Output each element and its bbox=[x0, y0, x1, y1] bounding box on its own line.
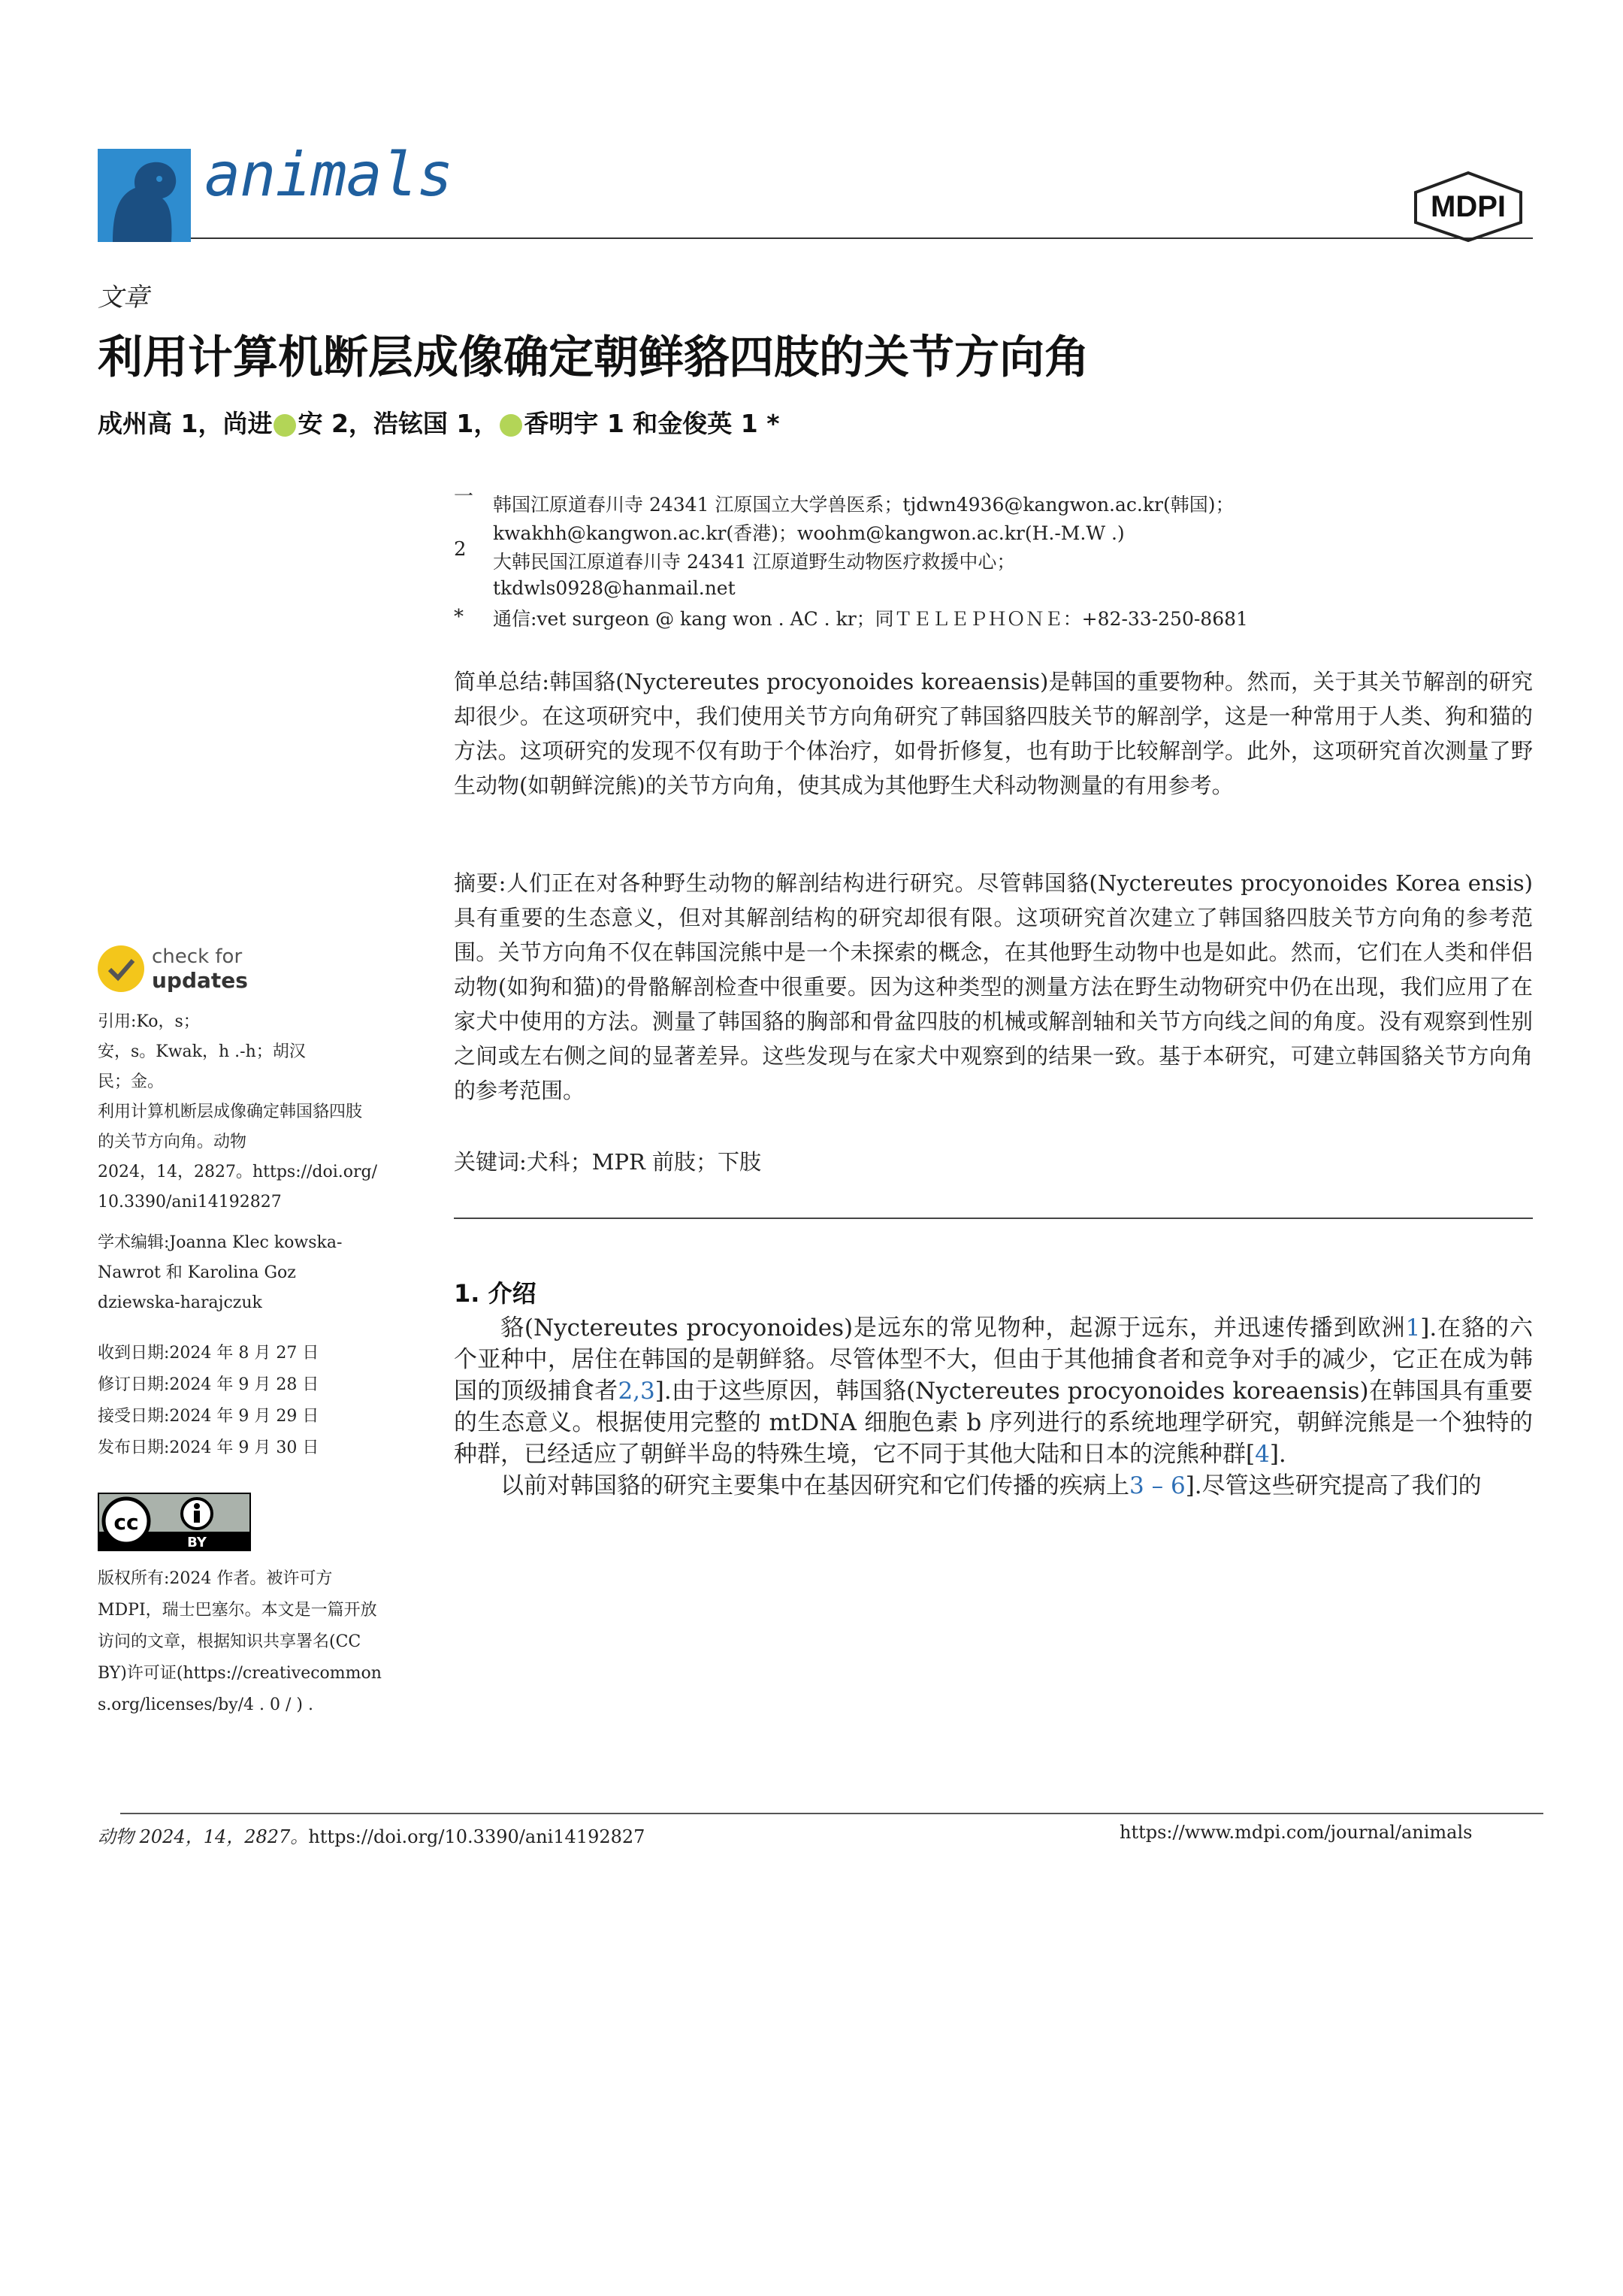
author-2-rest[interactable]: 安 2，浩铉国 1， bbox=[298, 409, 499, 438]
date-published: 发布日期:2024 年 9 月 30 日 bbox=[98, 1438, 319, 1457]
section-divider bbox=[454, 1218, 1533, 1219]
text-run: 以前对韩国貉的研究主要集中在基因研究和它们传播的疾病上 bbox=[500, 1472, 1129, 1499]
checkmark-icon bbox=[98, 945, 144, 992]
abstract: 摘要:人们正在对各种野生动物的解剖结构进行研究。尽管韩国貉(Nyctereutes procyonoides Korea ensis)具有重要的生态意义，但对其解剖结构的研究却很有限。这项研究首次建立了韩国貉四肢关节方向角的参考范围。关节方向角不仅在韩国浣熊中是一个未探索的概念，在其他野生动物中也是如此。然而，它们在人类和伴侣动物(如狗和猫)的骨骼解剖检查中很重要。因为这种类型的测量方法在野生动物研究中仍在出现，我们应用了在家犬中使用的方法。测量了韩国貉的胸部和骨盆四肢的机械或解剖轴和关节方向线之间的角度。没有观察到性别之间或左右侧之间的显著差异。这些发现与在家犬中观察到的结果一致。基于本研究，可建立韩国貉关节方向角的参考范围。 bbox=[454, 870, 1533, 1103]
license-line[interactable]: s.org/licenses/by/4 . 0 / ) . bbox=[98, 1696, 313, 1714]
text-run: 貉(Nyctereutes procyonoides)是远东的常见物种，起源于远东，并迅速传播到欧洲 bbox=[500, 1314, 1406, 1342]
intro-paragraph-1 bbox=[454, 1312, 1533, 1470]
citation-line: 民；金。 bbox=[98, 1072, 165, 1091]
affiliation-1-line-2: kwakhh@kangwon.ac.kr(香港)；woohm@kangwon.ac.kr(H.-M.W .) bbox=[493, 522, 1125, 544]
orcid-icon[interactable] bbox=[500, 414, 522, 437]
citation-line: 安，s。Kwak，h .-h；胡汉 bbox=[98, 1042, 306, 1061]
citation-block bbox=[98, 1007, 413, 1218]
introduction-text bbox=[454, 1312, 1533, 1502]
keywords: 关键词:犬科；MPR 前肢；下肢 bbox=[454, 1149, 762, 1175]
svg-text:cc: cc bbox=[113, 1510, 139, 1535]
check-for-updates-button[interactable] bbox=[98, 945, 270, 997]
date-accepted: 接受日期:2024 年 9 月 29 日 bbox=[98, 1407, 319, 1426]
citation-link[interactable]: 3 bbox=[1129, 1472, 1144, 1499]
citation-link[interactable]: 4 bbox=[1255, 1441, 1270, 1468]
author-4[interactable]: 香明宇 1 和金俊英 1 * bbox=[524, 409, 780, 438]
editor-line: dziewska-harajczuk bbox=[98, 1293, 262, 1312]
footer-citation bbox=[98, 1822, 645, 1848]
section-title: 1. 介绍 bbox=[454, 1279, 536, 1308]
footer-doi-link[interactable]: https://doi.org/10.3390/ani14192827 bbox=[308, 1826, 645, 1847]
creative-commons-icon bbox=[99, 1494, 249, 1550]
citation-line[interactable]: 10.3390/ani14192827 bbox=[98, 1193, 282, 1212]
text-run: ].由于这些原因，韩国貉(Nyctereutes procyonoides koreaensis)在韩国具有重要的生态意义。根据使用完整的 mtDNA 细胞色素 b 序列进行的系统地理学研究，朝鲜浣熊是一个独特的种群，已经适应了朝鲜半岛的特殊生境，它不同于其他大陆和日本的浣熊种群[ bbox=[454, 1378, 1533, 1468]
footer-journal-url[interactable]: https://www.mdpi.com/journal/animals bbox=[1120, 1822, 1473, 1843]
footer-journal-ref: 动物 2024，14，2827。 bbox=[98, 1826, 309, 1847]
affiliation-1-line-1: 韩国江原道春川寺 24341 江原国立大学兽医系；tjdwn4936@kangwon.ac.kr(韩国)； bbox=[493, 494, 1235, 516]
publication-dates bbox=[98, 1338, 413, 1464]
monkey-icon bbox=[98, 149, 191, 242]
license-line: 版权所有:2024 作者。被许可方 bbox=[98, 1569, 333, 1588]
license-text bbox=[98, 1563, 413, 1721]
citation-line: 的关节方向角。动物 bbox=[98, 1133, 247, 1151]
license-line[interactable]: BY)许可证(https://creativecommon bbox=[98, 1664, 382, 1683]
cc-by-license-badge[interactable] bbox=[98, 1493, 251, 1551]
affiliation-mark-3: * bbox=[454, 606, 464, 628]
cc-by-label: BY bbox=[187, 1535, 207, 1550]
affiliation-2-line-2: tkdwls0928@hanmail.net bbox=[493, 577, 736, 599]
footer-divider bbox=[120, 1813, 1543, 1814]
affiliation-2-line-1: 大韩民国江原道春川寺 24341 江原道野生动物医疗救援中心； bbox=[493, 551, 1016, 573]
date-revised: 修订日期:2024 年 9 月 28 日 bbox=[98, 1375, 319, 1394]
citation-link[interactable]: 1 bbox=[1405, 1314, 1421, 1342]
journal-name[interactable]: animals bbox=[204, 140, 453, 210]
citation-line: 利用计算机断层成像确定韩国貉四肢 bbox=[98, 1103, 363, 1121]
citation-line[interactable]: 2024，14，2827。https://doi.org/ bbox=[98, 1163, 378, 1181]
citation-link[interactable]: 6 bbox=[1170, 1472, 1186, 1499]
orcid-icon[interactable] bbox=[274, 414, 296, 437]
academic-editors bbox=[98, 1228, 413, 1318]
citation-dash: – bbox=[1144, 1472, 1171, 1499]
citation-line: 引用:Ko，s； bbox=[98, 1012, 200, 1031]
license-line: MDPI，瑞士巴塞尔。本文是一篇开放 bbox=[98, 1601, 377, 1620]
author-list bbox=[98, 404, 780, 440]
editor-line: 学术编辑:Joanna Klec kowska- bbox=[98, 1233, 343, 1252]
mdpi-logo[interactable] bbox=[1408, 170, 1528, 242]
simple-summary: 简单总结:韩国貉(Nyctereutes procyonoides koreaensis)是韩国的重要物种。然而，关于其关节解剖的研究却很少。在这项研究中，我们使用关节方向角研究了韩国貉四肢关节的解剖学，这是一种常用于人类、狗和猫的方法。这项研究的发现不仅有助于个体治疗，如骨折修复，也有助于比较解剖学。此外，这项研究首次测量了野生动物(如朝鲜浣熊)的关节方向角，使其成为其他野生犬科动物测量的有用参考。 bbox=[454, 669, 1533, 798]
text-run: ]. bbox=[1269, 1441, 1286, 1468]
date-received: 收到日期:2024 年 8 月 27 日 bbox=[98, 1344, 319, 1363]
article-type: 文章 bbox=[98, 283, 149, 313]
journal-logo bbox=[98, 149, 191, 242]
author-2-name[interactable]: 尚进 bbox=[222, 409, 273, 438]
citation-link[interactable]: 2,3 bbox=[618, 1378, 655, 1405]
mdpi-logo-icon bbox=[1408, 170, 1528, 242]
text-run: ].在貉的六个亚种中，居住在韩国的是朝鲜貉。尽管体型不大，但由于其他捕食者和竞争对手的减少，它正在成为韩国的顶级捕食者 bbox=[454, 1314, 1533, 1405]
header-divider bbox=[191, 237, 1533, 239]
license-line: 访问的文章，根据知识共享署名(CC bbox=[98, 1632, 361, 1651]
text-run: ].尽管这些研究提高了我们的 bbox=[1185, 1472, 1482, 1499]
check-for-label: check for bbox=[152, 945, 243, 968]
updates-label: updates bbox=[152, 968, 248, 993]
mdpi-logo-text: MDPI bbox=[1431, 190, 1506, 223]
correspondence-line: 通信:vet surgeon @ kang won . AC . kr；同ＴＥＬＥＰＨＯＮＥ：+82-33-250-8681 bbox=[493, 608, 1248, 630]
intro-paragraph-2 bbox=[454, 1470, 1533, 1502]
affiliation-mark-1: 一 bbox=[454, 486, 474, 508]
author-1[interactable]: 成州高 1， bbox=[98, 409, 223, 438]
article-title: 利用计算机断层成像确定朝鲜貉四肢的关节方向角 bbox=[98, 331, 1090, 384]
editor-line: Nawrot 和 Karolina Goz bbox=[98, 1263, 296, 1282]
affiliation-mark-2: 2 bbox=[454, 538, 467, 561]
